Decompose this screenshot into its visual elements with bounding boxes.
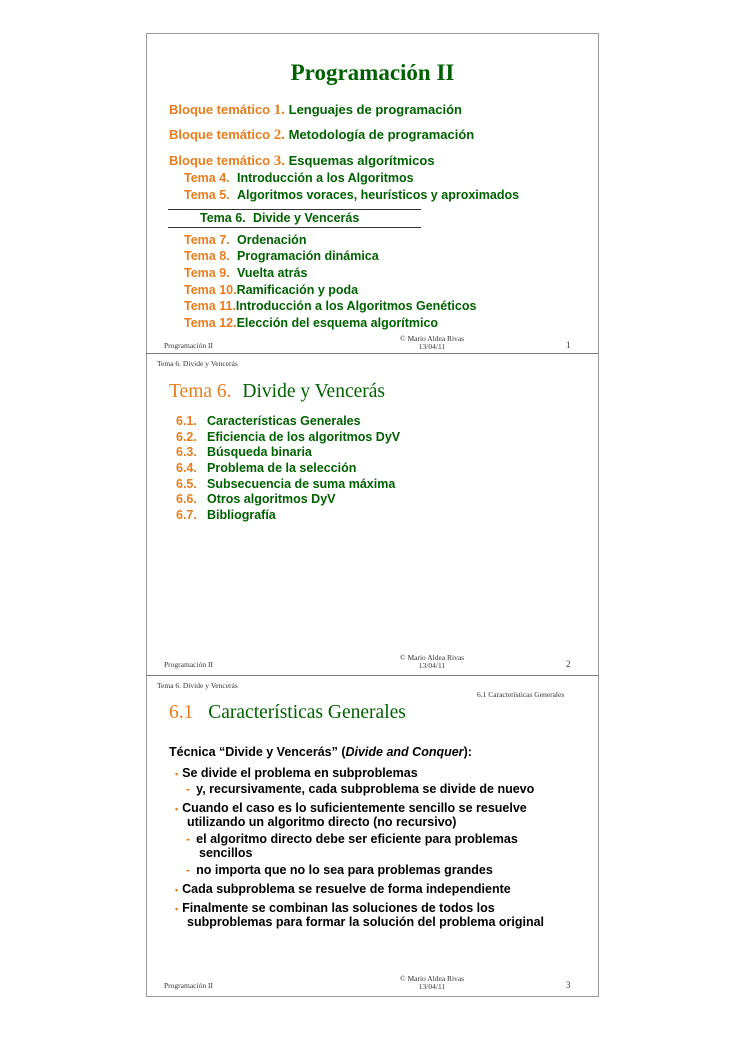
toc-item: 6.4. Problema de la selección <box>176 461 357 475</box>
toc-item: 6.6. Otros algoritmos DyV <box>176 492 336 506</box>
highlight-rule-bottom <box>168 227 421 228</box>
footer-left: Programación II <box>164 981 213 990</box>
page-number: 3 <box>566 980 571 990</box>
toc-item: 6.7. Bibliografía <box>176 508 276 522</box>
tema-12: Tema 12.Elección del esquema algorítmico <box>184 316 439 330</box>
footer-author: © Mario Aldea Rivas <box>399 974 465 983</box>
tema-5: Tema 5. Algoritmos voraces, heurísticos y aproximados <box>184 188 520 202</box>
bullet-3: • Cada subproblema se resuelve de forma independiente <box>175 882 511 896</box>
slide-separator <box>146 353 599 354</box>
sub-bullet: - el algoritmo directo debe ser eficiente para problemas <box>186 832 518 846</box>
sub-bullet-line-2: sencillos <box>199 846 253 860</box>
tema-11: Tema 11.Introducción a los Algoritmos Genéticos <box>184 299 477 313</box>
tema-9: Tema 9. Vuelta atrás <box>184 266 308 280</box>
slide-title: Programación II <box>290 60 455 85</box>
intro-line: Técnica “Divide y Vencerás” (Divide and Conquer): <box>169 745 472 759</box>
bloque-1: Bloque temático 1. Lenguajes de programación <box>169 102 462 118</box>
footer-left: Programación II <box>164 341 213 350</box>
page-number: 1 <box>566 340 571 350</box>
tema-8: Tema 8. Programación dinámica <box>184 249 379 263</box>
bullet-2: • Cuando el caso es lo suficientemente sencillo se resuelve <box>175 801 527 815</box>
header-right: 6.1 Características Generales <box>477 690 565 699</box>
toc-item: 6.2. Eficiencia de los algoritmos DyV <box>176 430 401 444</box>
bloque-2: Bloque temático 2. Metodología de programación <box>169 127 475 143</box>
footer-date: 13/04/11 <box>418 342 446 351</box>
bloque-3: Bloque temático 3. Esquemas algorítmicos <box>169 153 435 169</box>
header-left: Tema 6. Divide y Vencerás <box>157 359 238 368</box>
sub-bullet: - no importa que no lo sea para problemas grandes <box>186 863 493 877</box>
footer-left: Programación II <box>164 660 213 669</box>
slide-title: 6.1 Características Generales <box>169 702 406 723</box>
slide-separator <box>146 675 599 676</box>
bullet-1: • Se divide el problema en subproblemas <box>175 766 418 780</box>
sub-bullet: - y, recursivamente, cada subproblema se divide de nuevo <box>186 782 535 796</box>
footer-date: 13/04/11 <box>418 982 446 991</box>
footer-author: © Mario Aldea Rivas <box>399 653 465 662</box>
footer-author: © Mario Aldea Rivas <box>399 334 465 343</box>
bullet-2-line-2: utilizando un algoritmo directo (no recursivo) <box>187 815 457 829</box>
highlight-rule-top <box>168 209 421 210</box>
bullet-4-line-2: subproblemas para formar la solución del problema original <box>187 915 545 929</box>
slide-title: Tema 6. Divide y Vencerás <box>169 381 385 402</box>
toc-item: 6.1. Características Generales <box>176 414 361 428</box>
toc-item: 6.3. Búsqueda binaria <box>176 445 312 459</box>
footer-date: 13/04/11 <box>418 661 446 670</box>
tema-10: Tema 10.Ramificación y poda <box>184 283 359 297</box>
toc-item: 6.5. Subsecuencia de suma máxima <box>176 477 396 491</box>
page-number: 2 <box>566 659 571 669</box>
tema-7: Tema 7. Ordenación <box>184 233 307 247</box>
bullet-4: • Finalmente se combinan las soluciones de todos los <box>175 901 495 915</box>
header-left: Tema 6. Divide y Vencerás <box>157 681 238 690</box>
tema-4: Tema 4. Introducción a los Algoritmos <box>184 171 414 185</box>
tema-6-current: Tema 6. Divide y Vencerás <box>200 211 360 225</box>
